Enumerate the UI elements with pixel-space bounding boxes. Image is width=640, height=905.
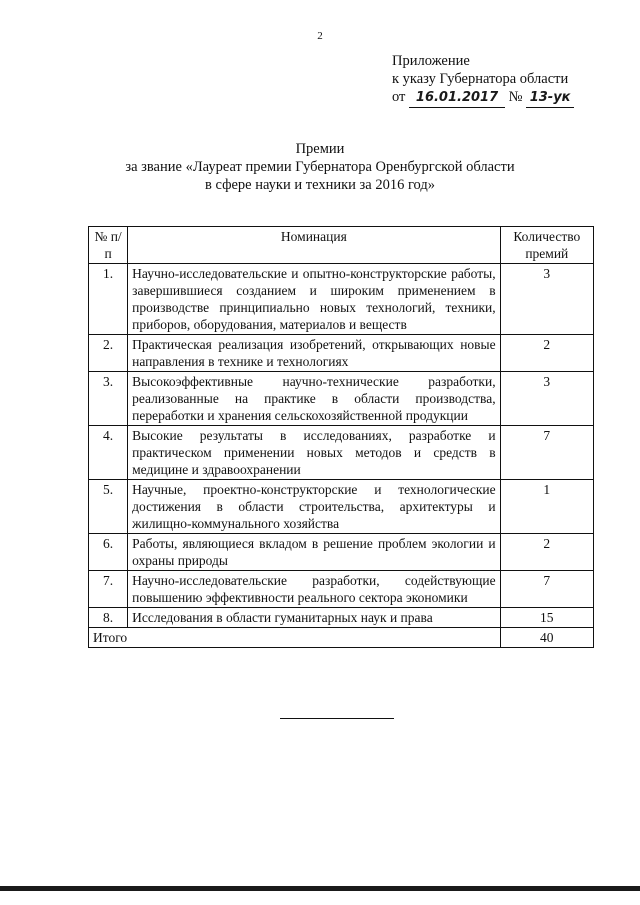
row-count: 7 [500, 426, 593, 480]
handwritten-number: 13-ук [526, 89, 574, 108]
table-row [89, 264, 594, 335]
row-nomination: Исследования в области гуманитарных наук и права [128, 608, 500, 628]
table-header-row [89, 227, 594, 264]
table-row [89, 372, 594, 426]
row-nomination: Высокоэффективные научно-технические разработки, реализованные на практике в области производства, переработки и хранения сельскохозяйственной продукции [128, 372, 500, 426]
row-nomination: Научные, проектно-конструкторские и технологические достижения в области строительства, архитектуры и жилищно-коммунального хозяйства [128, 480, 500, 534]
row-num: 5. [89, 480, 128, 534]
row-count: 3 [500, 372, 593, 426]
table-total-row [89, 628, 594, 648]
table-row [89, 426, 594, 480]
table-row [89, 335, 594, 372]
appendix-title: Приложение [392, 53, 470, 69]
row-count: 7 [500, 571, 593, 608]
row-num: 1. [89, 264, 128, 335]
table-row [89, 534, 594, 571]
table-row [89, 608, 594, 628]
total-label: Итого [89, 628, 501, 648]
row-num: 3. [89, 372, 128, 426]
row-num: 2. [89, 335, 128, 372]
page-number: 2 [317, 30, 323, 42]
row-nomination: Высокие результаты в исследованиях, разработке и практическом применении новых методов и средств в медицине и здравоохранении [128, 426, 500, 480]
header-nomination: Номинация [128, 227, 500, 264]
header-num: № п/п [89, 227, 128, 264]
total-count: 40 [500, 628, 593, 648]
title-line-3: в сфере науки и техники за 2016 год» [205, 177, 435, 193]
row-nomination: Работы, являющиеся вкладом в решение проблем экологии и охраны природы [128, 534, 500, 571]
appendix-date-line [392, 88, 574, 108]
awards-table [88, 226, 594, 648]
row-nomination: Практическая реализация изобретений, открывающих новые направления в технике и технологиях [128, 335, 500, 372]
row-nomination: Научно-исследовательские разработки, содействующие повышению эффективности реального сектора экономики [128, 571, 500, 608]
row-num: 8. [89, 608, 128, 628]
handwritten-date: 16.01.2017 [409, 89, 505, 108]
title-line-1: Премии [295, 141, 345, 157]
scan-edge [0, 886, 640, 891]
row-count: 2 [500, 534, 593, 571]
title-line-2: за звание «Лауреат премии Губернатора Оренбургской области [125, 159, 515, 175]
row-count: 2 [500, 335, 593, 372]
row-count: 1 [500, 480, 593, 534]
row-num: 7. [89, 571, 128, 608]
row-count: 3 [500, 264, 593, 335]
appendix-block [392, 52, 574, 108]
table-row [89, 480, 594, 534]
row-nomination: Научно-исследовательские и опытно-конструкторские работы, завершившиеся созданием и широким применением в производстве принципиально новых технологий, техники, приборов, оборудования, материалов и веществ [128, 264, 500, 335]
row-num: 6. [89, 534, 128, 571]
appendix-reference: к указу Губернатора области [392, 71, 569, 87]
table-row [89, 571, 594, 608]
header-count: Количество премий [500, 227, 593, 264]
number-prefix: № [508, 89, 523, 105]
row-count: 15 [500, 608, 593, 628]
document-title [0, 140, 640, 194]
closing-divider [280, 718, 394, 719]
date-prefix: от [392, 89, 406, 105]
row-num: 4. [89, 426, 128, 480]
